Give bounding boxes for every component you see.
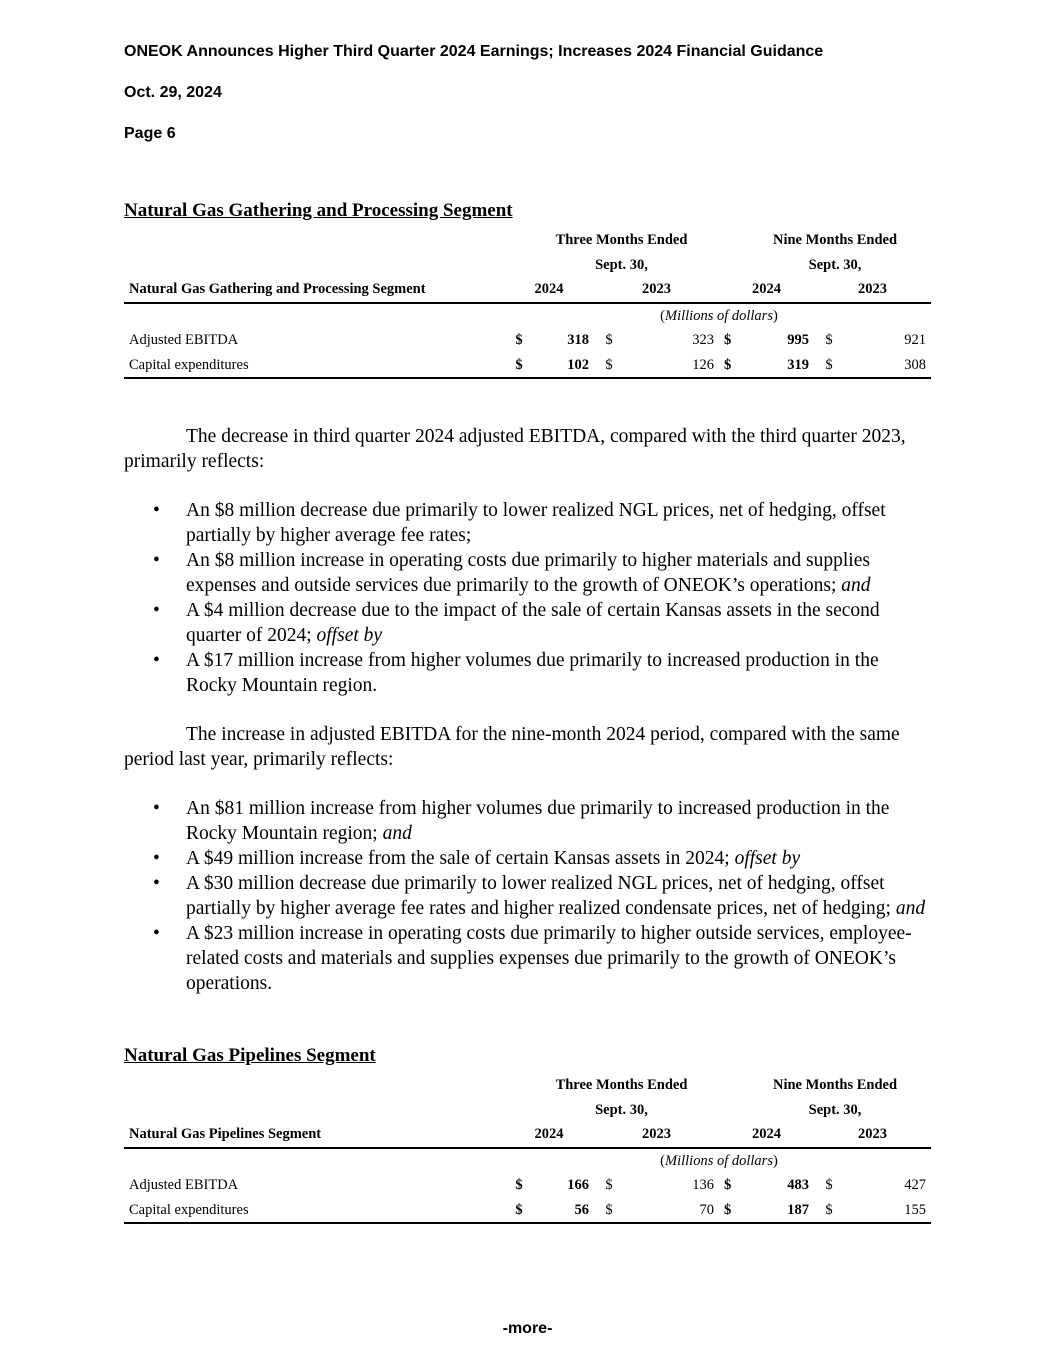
cell-value: 166 — [567, 1177, 589, 1193]
currency-symbol: $ — [724, 332, 732, 348]
currency-symbol: $ — [515, 332, 523, 348]
three-months-period: Sept. 30, — [595, 1101, 648, 1118]
year-header: 2023 — [594, 277, 719, 303]
cell-value: 921 — [904, 332, 927, 348]
list-item: • A $4 million decrease due to the impact of the sale of certain Kansas assets in the second quarter of 2024; offset by — [153, 600, 880, 646]
continuation-footer: -more- — [502, 1320, 553, 1337]
table-row — [124, 1173, 931, 1198]
cell-value: 995 — [787, 332, 809, 348]
three-months-header: Three Months Ended — [555, 1077, 688, 1093]
table-row-header: Natural Gas Gathering and Processing Segment — [124, 277, 504, 303]
cell-value: 319 — [739, 353, 814, 379]
currency-symbol: $ — [594, 1198, 624, 1224]
nine-months-period: Sept. 30, — [808, 256, 862, 273]
table-row — [124, 353, 931, 379]
year-header: 2023 — [814, 277, 931, 303]
year-header: 2024 — [504, 277, 594, 303]
currency-symbol: $ — [504, 353, 534, 379]
nine-months-header: Nine Months Ended — [772, 232, 898, 248]
table-row-header: Natural Gas Pipelines Segment — [124, 1122, 504, 1148]
currency-symbol: $ — [605, 1177, 613, 1193]
currency-symbol: $ — [814, 353, 844, 379]
three-months-header: Three Months Ended — [555, 232, 688, 248]
paragraph-nine-month-intro: The increase in adjusted EBITDA for the nine-month 2024 period, compared with the same period last year, primarily reflects: — [124, 724, 900, 770]
cell-value: 427 — [904, 1177, 927, 1193]
currency-symbol: $ — [825, 332, 833, 348]
list-item: • A $49 million increase from the sale of certain Kansas assets in 2024; offset by — [153, 848, 801, 869]
paragraph-q3-intro: The decrease in third quarter 2024 adjusted EBITDA, compared with the third quarter 2023, primarily reflects: — [124, 426, 906, 472]
row-label: Adjusted EBITDA — [129, 332, 239, 348]
cell-value: 70 — [624, 1198, 719, 1224]
cell-value: 308 — [844, 353, 931, 379]
document-date: Oct. 29, 2024 — [124, 84, 222, 101]
cell-value: 136 — [692, 1177, 714, 1193]
list-item: • A $17 million increase from higher volumes due primarily to increased production in the Rocky Mountain region. — [153, 650, 879, 696]
row-label: Adjusted EBITDA — [129, 1177, 239, 1193]
units-label: (Millions of dollars) — [660, 1152, 778, 1169]
cell-value: 56 — [534, 1198, 594, 1224]
q3-bullet-list — [124, 498, 931, 698]
nine-months-period: Sept. 30, — [808, 1101, 862, 1118]
currency-symbol: $ — [724, 1177, 732, 1193]
table-row — [124, 328, 931, 353]
table-row — [124, 1198, 931, 1224]
currency-symbol: $ — [719, 353, 739, 379]
list-item: • An $8 million increase in operating costs due primarily to higher materials and supplies expenses and outside services due primarily to the growth of ONEOK’s operations; and — [153, 550, 871, 596]
cell-value: 318 — [567, 332, 589, 348]
pipelines-section-title: Natural Gas Pipelines Segment — [124, 1045, 376, 1066]
currency-symbol: $ — [719, 1198, 739, 1224]
currency-symbol: $ — [504, 1198, 534, 1224]
cell-value: 323 — [692, 332, 714, 348]
cell-value: 187 — [739, 1198, 814, 1224]
row-label: Capital expenditures — [124, 353, 504, 379]
list-item: • A $23 million increase in operating costs due primarily to higher outside services, employee-related costs and materials and supplies expenses due primarily to the growth of ONEOK’s operations. — [153, 923, 912, 994]
three-months-period: Sept. 30, — [595, 256, 648, 273]
year-header: 2023 — [814, 1122, 931, 1148]
gathering-table — [124, 228, 931, 379]
units-label: (Millions of dollars) — [660, 307, 778, 324]
year-header: 2024 — [719, 1122, 814, 1148]
gathering-section-title: Natural Gas Gathering and Processing Segment — [124, 200, 513, 221]
currency-symbol: $ — [825, 1177, 833, 1193]
year-header: 2024 — [719, 277, 814, 303]
currency-symbol: $ — [605, 332, 613, 348]
cell-value: 155 — [844, 1198, 931, 1224]
nine-months-header: Nine Months Ended — [772, 1077, 898, 1093]
cell-value: 483 — [787, 1177, 809, 1193]
year-header: 2023 — [594, 1122, 719, 1148]
cell-value: 102 — [534, 353, 594, 379]
currency-symbol: $ — [515, 1177, 523, 1193]
currency-symbol: $ — [814, 1198, 844, 1224]
page-number: Page 6 — [124, 125, 176, 142]
document-title: ONEOK Announces Higher Third Quarter 2024 Earnings; Increases 2024 Financial Guidance — [124, 43, 824, 60]
list-item: • An $8 million decrease due primarily to lower realized NGL prices, net of hedging, offset partially by higher average fee rates; — [153, 500, 886, 546]
pipelines-table — [124, 1073, 931, 1224]
cell-value: 126 — [624, 353, 719, 379]
list-item: • A $30 million decrease due primarily to lower realized NGL prices, net of hedging, offset partially by higher average fee rates and higher realized condensate prices, net of hedging; and — [153, 873, 926, 919]
list-item: • An $81 million increase from higher volumes due primarily to increased production in the Rocky Mountain region; and — [153, 798, 890, 844]
year-header: 2024 — [504, 1122, 594, 1148]
row-label: Capital expenditures — [124, 1198, 504, 1224]
currency-symbol: $ — [594, 353, 624, 379]
nine-month-bullet-list — [124, 796, 931, 996]
